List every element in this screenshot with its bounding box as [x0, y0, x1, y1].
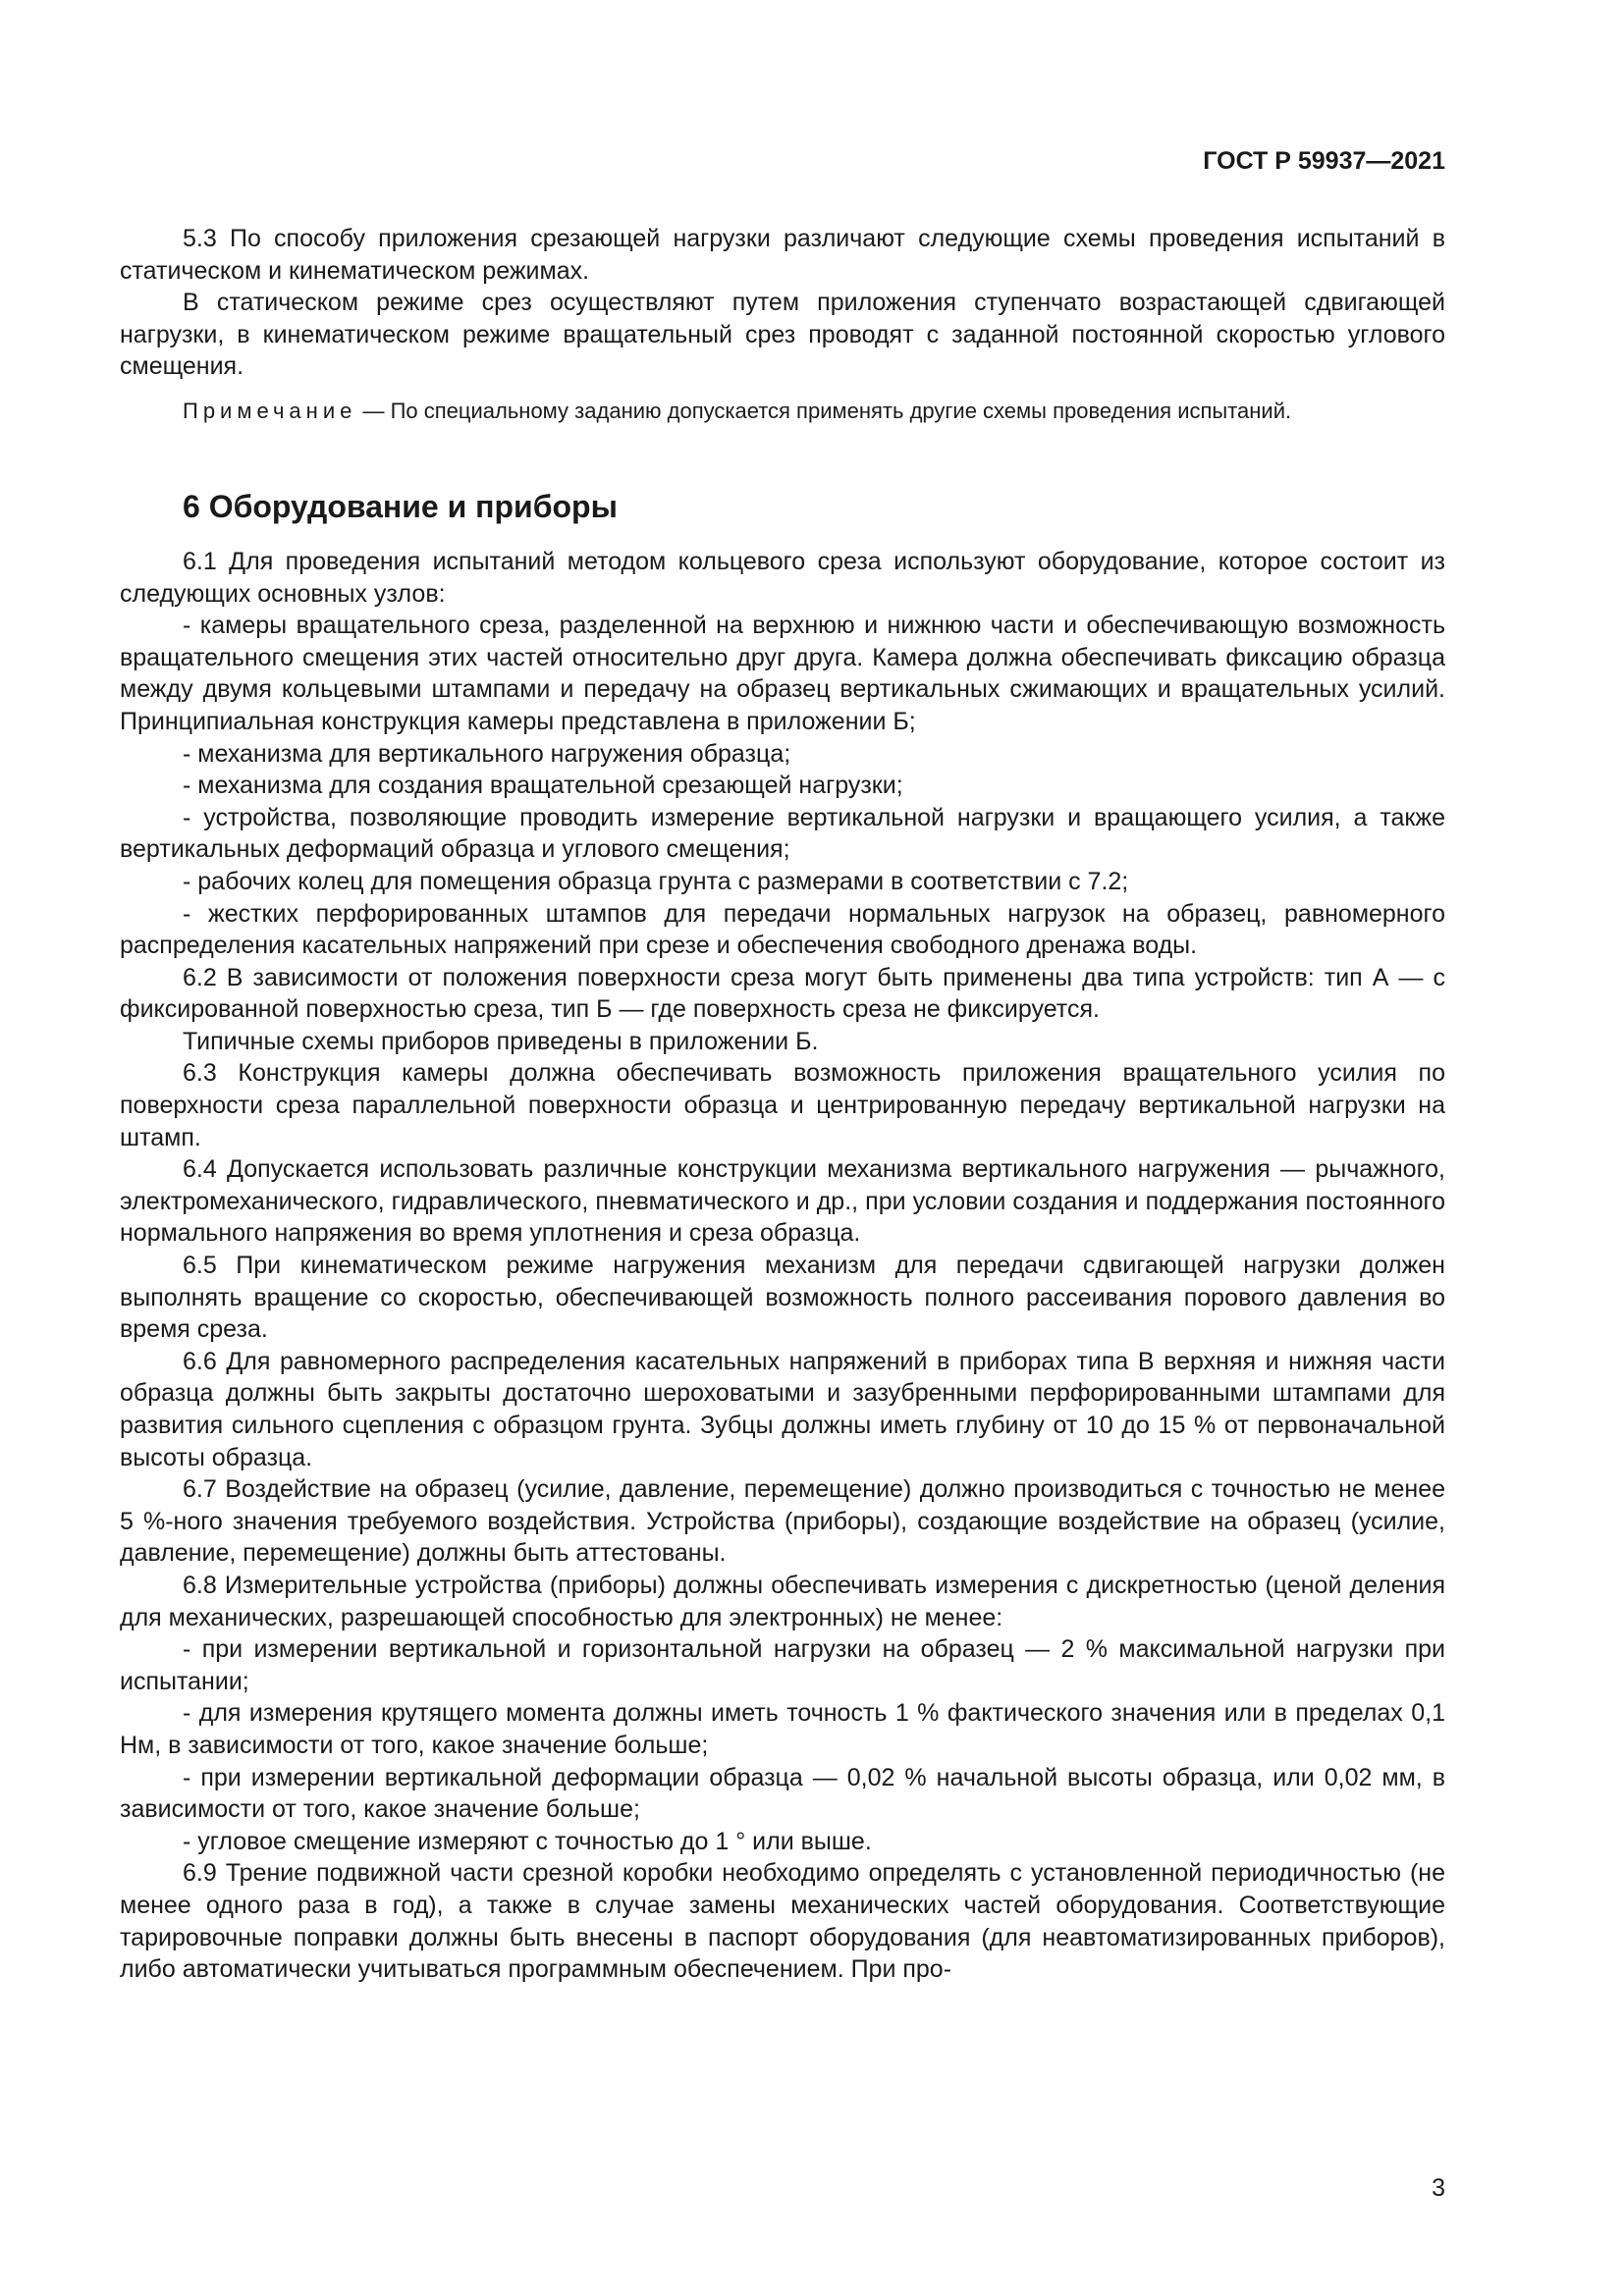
section-6-paragraph: - устройства, позволяющие проводить измерение вертикальной нагрузки и вращающего усилия, а также вертикальных деформаций образца и углового смещения;	[120, 803, 1445, 864]
note-text: — По специальному заданию допускается применять другие схемы проведения испытаний.	[356, 398, 1292, 423]
section-6-paragraph: 6.5 При кинематическом режиме нагружения механизм для передачи сдвигающей нагрузки должен выполнять вращение со скоростью, обеспечивающей возможность полного рассеивания порового давления во время среза.	[120, 1252, 1445, 1344]
section-6-paragraph: 6.6 Для равномерного распределения касательных напряжений в приборах типа В верхняя и нижняя части образца должны быть закрыты достаточно шероховатыми и зазубренными перфорированными штампами для развития сильного сцепления с образцом грунта. Зубцы должны иметь глубину от 10 до 15 % от первоначальной высоты образца.	[120, 1347, 1445, 1471]
section-6-paragraph: - для измерения крутящего момента должны иметь точность 1 % фактического значения или в пределах 0,1 Нм, в зависимости от того, какое значение больше;	[120, 1699, 1445, 1759]
section-6-paragraph: 6.2 В зависимости от положения поверхности среза могут быть применены два типа устройств: тип А — с фиксированной поверхностью среза, тип Б — где поверхность среза не фиксируется.	[120, 963, 1445, 1024]
page-body	[120, 223, 1445, 1986]
note-label: Примечание	[183, 398, 357, 423]
section-6-paragraph: - жестких перфорированных штампов для передачи нормальных нагрузок на образец, равномерного распределения касательных напряжений при срезе и обеспечения свободного дренажа воды.	[120, 899, 1445, 960]
document-designation: ГОСТ Р 59937—2021	[1203, 147, 1445, 175]
note	[120, 397, 1445, 426]
section-6-paragraph: - механизма для создания вращательной срезающей нагрузки;	[183, 772, 903, 800]
section-6-paragraph: 6.9 Трение подвижной части срезной коробки необходимо определять с установленной периодичностью (не менее одного раза в год), а также в случае замены механических частей оборудования. Соответствующие тарировочные поправки должны быть внесены в паспорт оборудования (для неавтоматизированных приборов), либо автоматически учитываться программным обеспечением. При про-	[120, 1859, 1445, 1984]
section-6-paragraph: - механизма для вертикального нагружения образца;	[183, 739, 791, 768]
section-6-paragraph: - угловое смещение измеряют с точностью до 1 ° или выше.	[183, 1827, 872, 1855]
section-6-paragraph: 6.1 Для проведения испытаний методом кольцевого среза используют оборудование, которое состоит из следующих основных узлов:	[120, 547, 1445, 608]
section-6-paragraph: Типичные схемы приборов приведены в приложении Б.	[183, 1027, 819, 1055]
paragraph-5-3-static-mode: В статическом режиме срез осуществляют путем приложения ступенчато возрастающей сдвигающей нагрузки, в кинематическом режиме вращательный срез проводят с заданной постоянной скоростью углового смещения.	[120, 289, 1445, 381]
section-6-paragraph: 6.8 Измерительные устройства (приборы) должны обеспечивать измерения с дискретностью (ценой деления для механических, разрешающей способностью для электронных) не менее:	[120, 1571, 1445, 1631]
section-6-body	[120, 546, 1445, 1986]
section-6-paragraph: 6.3 Конструкция камеры должна обеспечивать возможность приложения вращательного усилия по поверхности среза параллельной поверхности образца и центрированную передачу вертикальной нагрузки на штамп.	[120, 1059, 1445, 1151]
section-6-paragraph: - камеры вращательного среза, разделенной на верхнюю и нижнюю части и обеспечивающую возможность вращательного смещения этих частей относительно друг друга. Камера должна обеспечивать фиксацию образца между двумя кольцевыми штампами и передачу на образец вертикальных сжимающих и вращательных усилий. Принципиальная конструкция камеры представлена в приложении Б;	[120, 612, 1445, 735]
paragraph-5-3: 5.3 По способу приложения срезающей нагрузки различают следующие схемы проведения испытаний в статическом и кинематическом режимах.	[120, 225, 1445, 285]
section-6-paragraph: 6.7 Воздействие на образец (усилие, давление, перемещение) должно производиться с точностью не менее 5 %-ного значения требуемого воздействия. Устройства (приборы), создающие воздействие на образец (усилие, давление, перемещение) должны быть аттестованы.	[120, 1475, 1445, 1568]
page-number: 3	[1432, 2174, 1445, 2202]
section-title: 6 Оборудование и приборы	[183, 488, 618, 524]
section-6-paragraph: - при измерении вертикальной и горизонтальной нагрузки на образец — 2 % максимальной нагрузки при испытании;	[120, 1635, 1445, 1695]
section-6-paragraph: 6.4 Допускается использовать различные конструкции механизма вертикального нагружения — рычажного, электромеханического, гидравлического, пневматического и др., при условии создания и поддержания постоянного нормального напряжения во время уплотнения и среза образца.	[120, 1155, 1445, 1248]
section-6-paragraph: - рабочих колец для помещения образца грунта с размерами в соответствии с 7.2;	[183, 867, 1129, 895]
section-6-paragraph: - при измерении вертикальной деформации образца — 0,02 % начальной высоты образца, или 0,02 мм, в зависимости от того, какое значение больше;	[120, 1763, 1445, 1824]
